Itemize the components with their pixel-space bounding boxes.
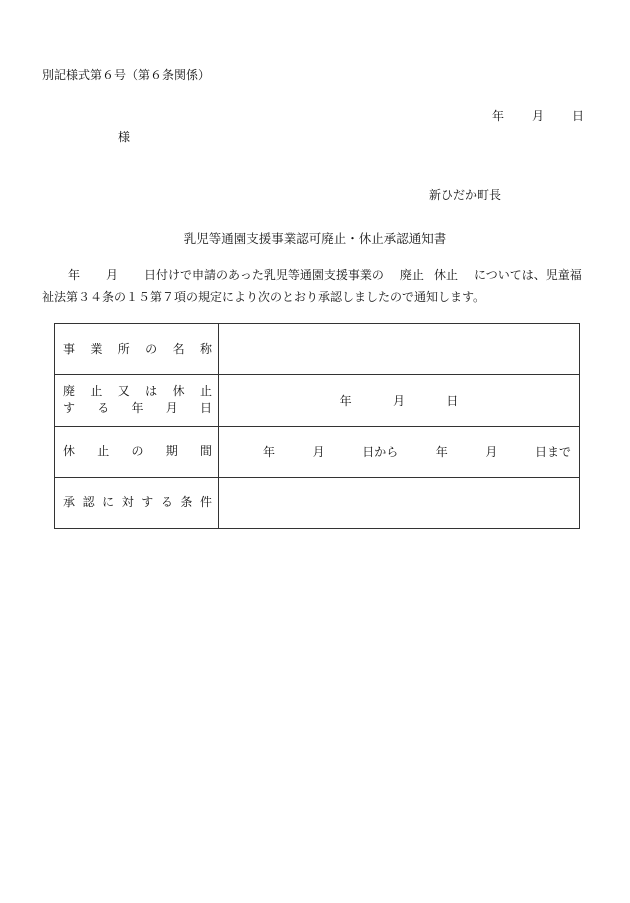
body-year: 年 xyxy=(68,268,81,282)
value-approval-conditions xyxy=(219,477,580,528)
date-month: 月 xyxy=(531,109,544,123)
table-row xyxy=(55,375,580,426)
date-year: 年 xyxy=(491,109,504,123)
label-approval-conditions: 承 認 に 対 す る 条 件 xyxy=(55,477,219,528)
form-number: 別記様式第６号（第６条関係） xyxy=(42,68,211,82)
issuer-name: 新ひだか町長 xyxy=(428,188,501,202)
body-month: 月 xyxy=(106,268,119,282)
label-suspension-period: 休 止 の 期 間 xyxy=(55,426,219,477)
label-abolish-date: 廃 止 又 は 休 止 す る 年 月 日 xyxy=(55,375,219,426)
date-day: 日 xyxy=(571,109,584,123)
recipient-suffix: 様 xyxy=(118,130,131,144)
value-abolish-date: 年 月 日 xyxy=(219,375,580,426)
body-text-b: については、児童福 xyxy=(473,268,582,282)
table-row xyxy=(55,477,580,528)
body-line-1 xyxy=(42,266,582,283)
option-suspend: 休止 xyxy=(433,268,458,282)
option-abolish: 廃止 xyxy=(399,268,424,282)
document-title: 乳児等通園支援事業認可廃止・休止承認通知書 xyxy=(183,231,447,246)
issue-date xyxy=(492,107,584,124)
label-office-name: 事 業 所 の 名 称 xyxy=(55,324,219,375)
body-line-2: 祉法第３４条の１５第７項の規定により次のとおり承認しましたので通知します。 xyxy=(42,290,486,304)
value-suspension-period: 年 月 日から 年 月 日まで xyxy=(219,426,580,477)
table-row xyxy=(55,426,580,477)
approval-table xyxy=(54,323,580,529)
value-office-name xyxy=(219,324,580,375)
table-row xyxy=(55,324,580,375)
body-text-a: 日付けで申請のあった乳児等通園支援事業の xyxy=(144,268,384,282)
